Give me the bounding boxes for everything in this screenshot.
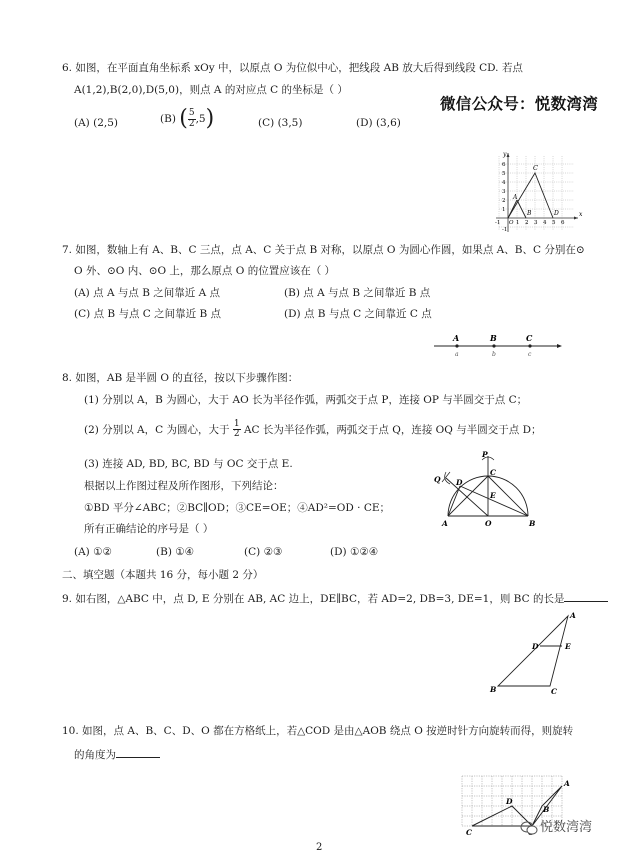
q10-text: 的角度为 xyxy=(74,749,116,761)
q6-line1: 6. 如图，在平面直角坐标系 xOy 中，以原点 O 为位似中心，把线段 AB 放大后得到线段 CD. 若点 xyxy=(62,62,523,74)
q6-y-tick-4: 4 xyxy=(502,180,506,186)
q10-line2 xyxy=(74,747,160,762)
q6-x-tick-4: 4 xyxy=(543,220,547,226)
q7-point-c-label: C xyxy=(526,333,533,343)
q8-option-c: (C) ②③ xyxy=(244,546,283,558)
q8-point-o-label: O xyxy=(485,519,492,528)
q7-line2: O 外、⊙O 内、⊙O 上，那么原点 O 的位置应该在（ ） xyxy=(74,265,336,277)
section2-heading: 二、填空题（本题共 16 分，每小题 2 分） xyxy=(62,569,264,581)
q6-point-c-label: C xyxy=(533,164,538,172)
q6-x-tick-origin: O xyxy=(509,220,514,226)
q9-answer-blank[interactable] xyxy=(564,591,608,602)
q10-point-d-label: D xyxy=(506,797,513,806)
q8-point-a-label: A xyxy=(442,519,448,528)
q8-step2-numerator: 1 xyxy=(233,419,240,429)
q6-y-tick-1: 1 xyxy=(502,207,506,213)
q9-triangle-figure xyxy=(488,608,580,698)
q6-x-tick-3: 3 xyxy=(534,220,538,226)
q8-step2-suffix: AC 长为半径作弧，两弧交于点 Q，连接 OQ 与半圆交于点 D； xyxy=(243,423,542,436)
q6-x-tick-5: 5 xyxy=(552,220,556,226)
q7-value-b-label: b xyxy=(492,351,496,358)
q6-x-tick-2: 2 xyxy=(525,220,529,226)
q7-value-a-label: a xyxy=(455,351,459,358)
q6-point-a-label: A xyxy=(513,194,518,201)
q6-x-tick-neg1: -1 xyxy=(495,220,501,226)
q8-option-d: (D) ①②④ xyxy=(330,546,379,558)
q6-axis-x-label: x xyxy=(579,211,583,218)
q8-point-c-label: C xyxy=(490,468,496,477)
q6-point-b-label: B xyxy=(527,210,532,217)
q8-option-b: (B) ①④ xyxy=(156,546,195,558)
q6-x-tick-6: 6 xyxy=(561,220,565,226)
q6-y-tick-5: 5 xyxy=(502,171,506,177)
q6-option-b-suffix: ,5 xyxy=(195,113,206,125)
q7-option-a: (A) 点 A 与点 B 之间靠近 A 点 xyxy=(74,287,221,299)
q6-y-tick-neg1: -1 xyxy=(502,227,508,233)
q7-point-a-label: A xyxy=(453,333,460,343)
q7-point-b-label: B xyxy=(490,333,497,343)
q9-point-b-label: B xyxy=(490,685,497,694)
bottom-watermark-text: 悦数湾湾 xyxy=(540,820,593,835)
q9-text: 9. 如右图，△ABC 中，点 D, E 分别在 AB, AC 边上，DE∥BC，若 AD=2, DB=3, DE=1，则 BC 的长是 xyxy=(62,593,565,605)
q8-point-e-label: E xyxy=(490,491,496,500)
q10-point-c-label: C xyxy=(466,828,472,837)
q6-y-tick-2: 2 xyxy=(502,198,506,204)
watermark-text: 微信公众号：悦数湾湾 xyxy=(440,95,599,113)
q10-point-b-label: B xyxy=(543,805,550,814)
q6-option-d: (D) (3,6) xyxy=(356,117,401,129)
q7-line1: 7. 如图，数轴上有 A、B、C 三点，点 A、C 关于点 B 对称，以原点 O 为圆心作圆，如果点 A、B、C 分别在⊙ xyxy=(62,244,585,256)
q7-option-d: (D) 点 B 与点 C 之间靠近 C 点 xyxy=(284,308,432,320)
q8-semicircle-figure xyxy=(432,448,544,532)
q9-point-a-label: A xyxy=(570,611,576,620)
q6-coordinate-figure xyxy=(486,150,586,234)
q6-option-b-rparen: ) xyxy=(205,106,215,131)
q6-y-tick-3: 3 xyxy=(502,189,506,195)
q6-option-b-lparen: ( xyxy=(179,106,188,131)
q7-value-c-label: c xyxy=(528,351,532,358)
q10-answer-blank[interactable] xyxy=(116,747,160,758)
q8-step2 xyxy=(84,420,541,440)
q8-step1: (1) 分别以 A，B 为圆心，大于 AO 长为半径作弧，两弧交于点 P，连接 OP 与半圆交于点 C； xyxy=(84,394,528,406)
q9-point-e-label: E xyxy=(565,642,571,651)
q8-option-a: (A) ①② xyxy=(74,546,112,558)
q7-option-b: (B) 点 A 与点 B 之间靠近 B 点 xyxy=(284,287,431,299)
q8-line5: 根据以上作图过程及所作图形，下列结论： xyxy=(84,480,284,492)
q8-point-d-label: D xyxy=(456,478,463,487)
q6-x-tick-1: 1 xyxy=(516,220,520,226)
q7-option-c: (C) 点 B 与点 C 之间靠近 B 点 xyxy=(74,308,222,320)
q6-option-b-prefix: (B) xyxy=(160,113,176,125)
q10-line1: 10. 如图，点 A、B、C、D、O 都在方格纸上，若△COD 是由△AOB 绕点 O 按逆时针方向旋转而得，则旋转 xyxy=(62,725,574,737)
q9-line1 xyxy=(62,591,608,606)
q6-option-b-denominator: 2 xyxy=(188,118,195,129)
q8-line6: ①BD 平分∠ABC；②BC∥OD；③CE=OE；④AD²=OD · CE； xyxy=(84,502,391,514)
q10-point-a-label: A xyxy=(564,779,570,788)
q6-option-b-numerator: 5 xyxy=(188,108,195,119)
q6-option-b-fraction xyxy=(188,109,196,129)
q9-point-d-label: D xyxy=(532,642,539,651)
q8-step2-denominator: 2 xyxy=(233,429,240,440)
q8-line1: 8. 如图，AB 是半圆 O 的直径，按以下步骤作图： xyxy=(62,372,299,384)
q8-step2-prefix: (2) 分别以 A，C 为圆心，大于 xyxy=(84,423,230,436)
q6-option-b xyxy=(160,108,214,130)
q6-axis-y-label: y xyxy=(503,151,507,158)
q8-point-q-label: Q xyxy=(434,475,441,484)
q8-step3: (3) 连接 AD, BD, BC, BD 与 OC 交于点 E. xyxy=(84,458,293,470)
q8-point-p-label: P xyxy=(482,450,488,459)
q7-number-line-figure xyxy=(430,332,566,358)
q6-line2: A(1,2),B(2,0),D(5,0)，则点 A 的对应点 C 的坐标是（ ） xyxy=(74,84,348,96)
q6-option-a: (A) (2,5) xyxy=(74,117,119,129)
q8-line7: 所有正确结论的序号是（ ） xyxy=(84,523,214,535)
q6-point-d-label: D xyxy=(554,210,559,217)
q6-option-c: (C) (3,5) xyxy=(258,117,303,129)
page-number: 2 xyxy=(316,842,323,853)
q9-point-c-label: C xyxy=(551,687,557,696)
q8-point-b-label: B xyxy=(529,519,536,528)
q8-step2-fraction xyxy=(233,420,241,440)
q6-y-tick-6: 6 xyxy=(502,162,506,168)
wechat-logo-icon xyxy=(520,820,538,836)
